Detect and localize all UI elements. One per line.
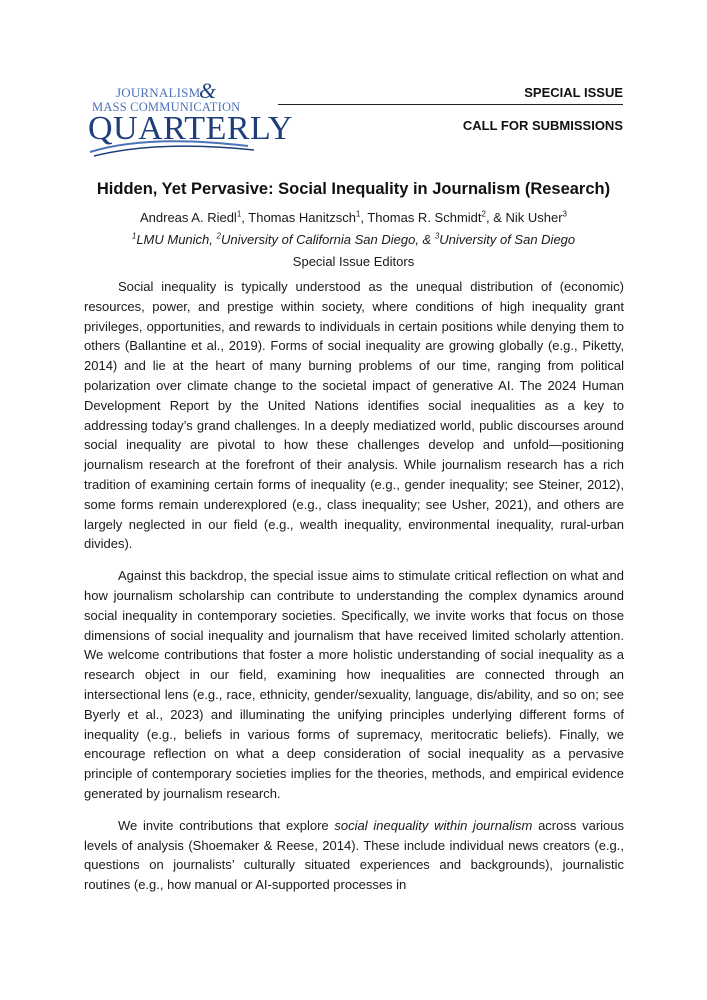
logo-ampersand: & bbox=[199, 78, 217, 103]
paragraph-3-text-cont: across various levels of analysis (Shoemaker & Reese, 2014). These include individual news creators (e.g., questions on journalists’ culturally situated experiences and backgrounds), journalistic routines (e.g., how manual or AI-supported processes in bbox=[84, 817, 625, 893]
call-for-submissions-label: CALL FOR SUBMISSIONS bbox=[462, 118, 623, 133]
paragraph-3 bbox=[84, 816, 624, 895]
author-name: , & Nik Usher bbox=[485, 210, 563, 225]
affiliation: University of California San Diego, & bbox=[220, 232, 435, 247]
affil-marker: 2 bbox=[216, 231, 221, 241]
affiliation: University of San Diego bbox=[439, 232, 576, 247]
header-divider bbox=[278, 104, 623, 105]
author-affil-marker: 3 bbox=[562, 209, 567, 219]
logo-line-journalism: JOURNALISM bbox=[116, 85, 201, 100]
affil-marker: 3 bbox=[434, 231, 440, 241]
logo-line-mass-communication: MASS COMMUNICATION bbox=[92, 100, 241, 114]
paragraph-3-emphasis: social inequality within journalism bbox=[334, 817, 533, 833]
body-text bbox=[84, 277, 624, 907]
editors-line: Special Issue Editors bbox=[292, 254, 415, 269]
special-issue-label: SPECIAL ISSUE bbox=[524, 85, 623, 100]
affil-marker: 1 bbox=[131, 231, 137, 241]
logo-line-quarterly: QUARTERLY bbox=[88, 110, 293, 147]
paragraph-1: Social inequality is typically understood as the unequal distribution of (economic) resources, power, and prestige within society, where conditions of high inequality grant privileges, opportunities, and rewards to individuals in certain positions while denying them to others (Ballantine et al., 2019). Forms of social inequality are growing globally (e.g., Piketty, 2014) and lie at the heart of many burning problems of our time, ranging from political polarization over climate change to the societal impact of generative AI. The 2024 Human Development Report by the United Nations identifies social inequalities as a key to addressing today’s grand challenges. In a deeply mediatized world, public discourses around social inequality are pivotal to how these challenges develop and unfold—positioning journalism research at the forefront of their analysis. While journalism research has a rich tradition of examining certain forms of inequality (e.g., gender inequality; see Steiner, 2012), some forms remain underexplored (e.g., class inequality; see Usher, 2021), and others are largely neglected in our field (e.g., wealth inequality, environmental inequality, rural-urban divides). bbox=[84, 279, 624, 552]
affiliation: LMU Munich, bbox=[136, 232, 217, 247]
author-affil-marker: 2 bbox=[481, 209, 486, 219]
author-affil-marker: 1 bbox=[355, 209, 361, 219]
paragraph-3-text: We invite contributions that explore bbox=[118, 817, 335, 833]
affiliation-line bbox=[0, 232, 707, 247]
author-affil-marker: 1 bbox=[236, 209, 242, 219]
journal-logo bbox=[88, 78, 293, 162]
author-name: , Thomas Hanitzsch bbox=[241, 210, 356, 225]
author-line bbox=[0, 210, 707, 225]
paragraph-2: Against this backdrop, the special issue aims to stimulate critical reflection on what and how journalism scholarship can contribute to understanding the complex dynamics around social inequality in contemporary societies. Specifically, we invite works that focus on those dimensions of social inequality and journalism that have received limited scholarly attention. We welcome contributions that foster a more holistic understanding of social inequality as a research object in our field, examining how inequalities are connected through an intersectional lens (e.g., race, ethnicity, gender/sexuality, language, dis/ability, and so on; see Byerly et al., 2023) and illuminating the unifying principles underlying different forms of inequality (e.g., beliefs in various forms of supremacy, meritocratic beliefs). Finally, we encourage reflection on what a deep consideration of social inequality as a pervasive principle of contemporary societies implies for the theories, methods, and empirical evidence generated by journalism research. bbox=[84, 568, 624, 801]
document-title: Hidden, Yet Pervasive: Social Inequality in Journalism (Research) bbox=[96, 180, 611, 198]
author-name: , Thomas R. Schmidt bbox=[360, 210, 482, 225]
author-name: Andreas A. Riedl bbox=[139, 210, 237, 225]
